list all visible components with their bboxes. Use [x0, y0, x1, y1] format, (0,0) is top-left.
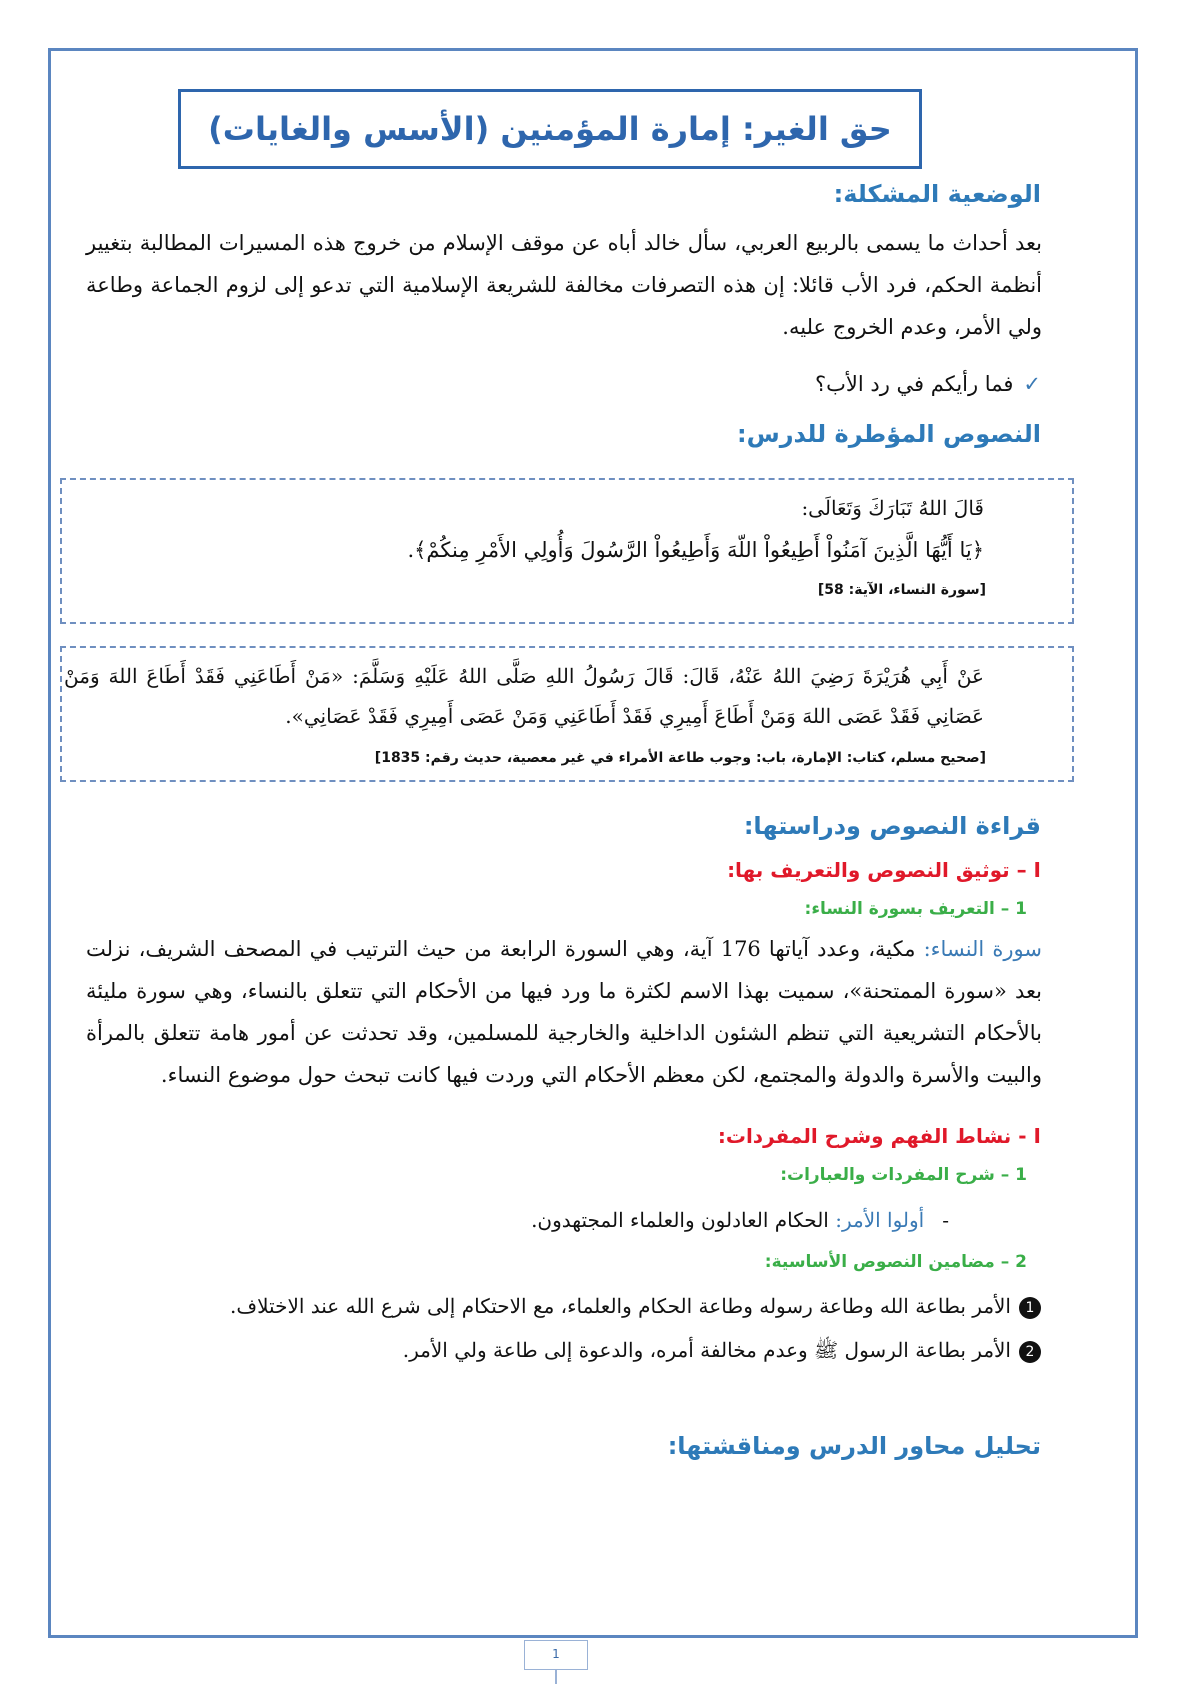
number-badge: 1 — [1019, 1297, 1041, 1319]
vocab-dash: - — [942, 1208, 949, 1232]
surah-label: سورة النساء: — [923, 937, 1042, 961]
title-box — [178, 89, 922, 169]
vocab-definition: الحكام العادلون والعلماء المجتهدون. — [531, 1208, 829, 1232]
page-number: 1 — [524, 1640, 588, 1670]
list-item-text: الأمر بطاعة الله وطاعة رسوله وطاعة الحكام والعلماء، مع الاحتكام إلى شرع الله عند الاختلاف. — [230, 1294, 1011, 1318]
check-icon: ✓ — [1023, 372, 1041, 396]
hadith-box — [60, 646, 1074, 782]
quran-intro: قَالَ اللهُ تَبَارَكَ وَتَعَالَى: — [801, 496, 984, 520]
problem-question: فما رأيكم في رد الأب؟ — [814, 372, 1014, 396]
item-heading-surah: 1 – التعريف بسورة النساء: — [804, 899, 1027, 919]
surah-paragraph — [86, 928, 1042, 1096]
page-number-connector — [555, 1670, 557, 1684]
section-heading-analysis: تحليل محاور الدرس ومناقشتها: — [667, 1432, 1041, 1460]
list-item-text: الأمر بطاعة الرسول ﷺ وعدم مخالفة أمره، والدعوة إلى طاعة ولي الأمر. — [402, 1338, 1011, 1362]
item-heading-vocab: 1 – شرح المفردات والعبارات: — [780, 1165, 1027, 1185]
sub-heading-comprehension: I - نشاط الفهم وشرح المفردات: — [717, 1124, 1041, 1148]
item-heading-contents: 2 – مضامين النصوص الأساسية: — [764, 1252, 1027, 1272]
section-heading-problem: الوضعية المشكلة: — [833, 180, 1041, 208]
vocab-term: أولوا الأمر: — [835, 1208, 925, 1232]
quran-verse: ﴿يَا أَيُّهَا الَّذِينَ آمَنُواْ أَطِيعُواْ اللّهَ وَأَطِيعُواْ الرَّسُولَ وَأُولِي الأَمْرِ مِنكُمْ﴾. — [407, 538, 984, 562]
quran-box — [60, 478, 1074, 624]
page-title: حق الغير: إمارة المؤمنين (الأسس والغايات) — [208, 110, 892, 148]
quran-reference: [سورة النساء، الآية: 58] — [817, 582, 986, 598]
hadith-text: عَنْ أَبِي هُرَيْرَةَ رَضِيَ اللهُ عَنْهُ، قَالَ: قَالَ رَسُولُ اللهِ صَلَّى اللهُ عَلَيْهِ وَسَلَّمَ: «مَنْ أَطَاعَنِي فَقَدْ أَطَاعَ اللهَ وَمَنْ عَصَانِي فَقَدْ عَصَى اللهَ وَمَنْ أَطَاعَ أَمِيرِي فَقَدْ أَطَاعَنِي وَمَنْ عَصَى أَمِيرِي فَقَدْ عَصَانِي». — [64, 664, 984, 728]
list-item — [141, 1284, 1041, 1328]
problem-paragraph: بعد أحداث ما يسمى بالربيع العربي، سأل خالد أباه عن موقف الإسلام من خروج هذه المسيرات المطالبة بتغيير أنظمة الحكم، فرد الأب قائلا: إن هذه التصرفات مخالفة للشريعة الإسلامية التي تدعو إلى لزوم الجماعة وطاعة ولي الأمر، وعدم الخروج عليه. — [86, 231, 1042, 339]
vocab-row — [249, 1200, 949, 1240]
list-item — [141, 1328, 1041, 1372]
problem-question-row — [541, 364, 1041, 404]
hadith-reference: [صحيح مسلم، كتاب: الإمارة، باب: وجوب طاعة الأمراء في غير معصية، حديث رقم: 1835] — [374, 750, 986, 766]
surah-text: مكية، وعدد آياتها 176 آية، وهي السورة الرابعة من حيث الترتيب في المصحف الشريف، نزلت بعد «سورة الممتحنة»، سميت بهذا الاسم لكثرة ما ورد فيها من الأحكام التي تتعلق بالنساء، وهي سورة مليئة بالأحكام التشريعية التي تنظم الشئون الداخلية والخارجية للمسلمين، وقد تحدثت عن أمور هامة تتعلق بالمرأة والبيت والأسرة والدولة والمجتمع، لكن معظم الأحكام التي وردت فيها كانت تبحث حول موضوع النساء. — [86, 937, 1042, 1087]
sub-heading-documentation: I – توثيق النصوص والتعريف بها: — [727, 858, 1041, 882]
section-heading-reading: قراءة النصوص ودراستها: — [743, 812, 1041, 840]
section-heading-texts: النصوص المؤطرة للدرس: — [736, 420, 1041, 448]
content-list — [141, 1284, 1041, 1372]
number-badge: 2 — [1019, 1341, 1041, 1363]
